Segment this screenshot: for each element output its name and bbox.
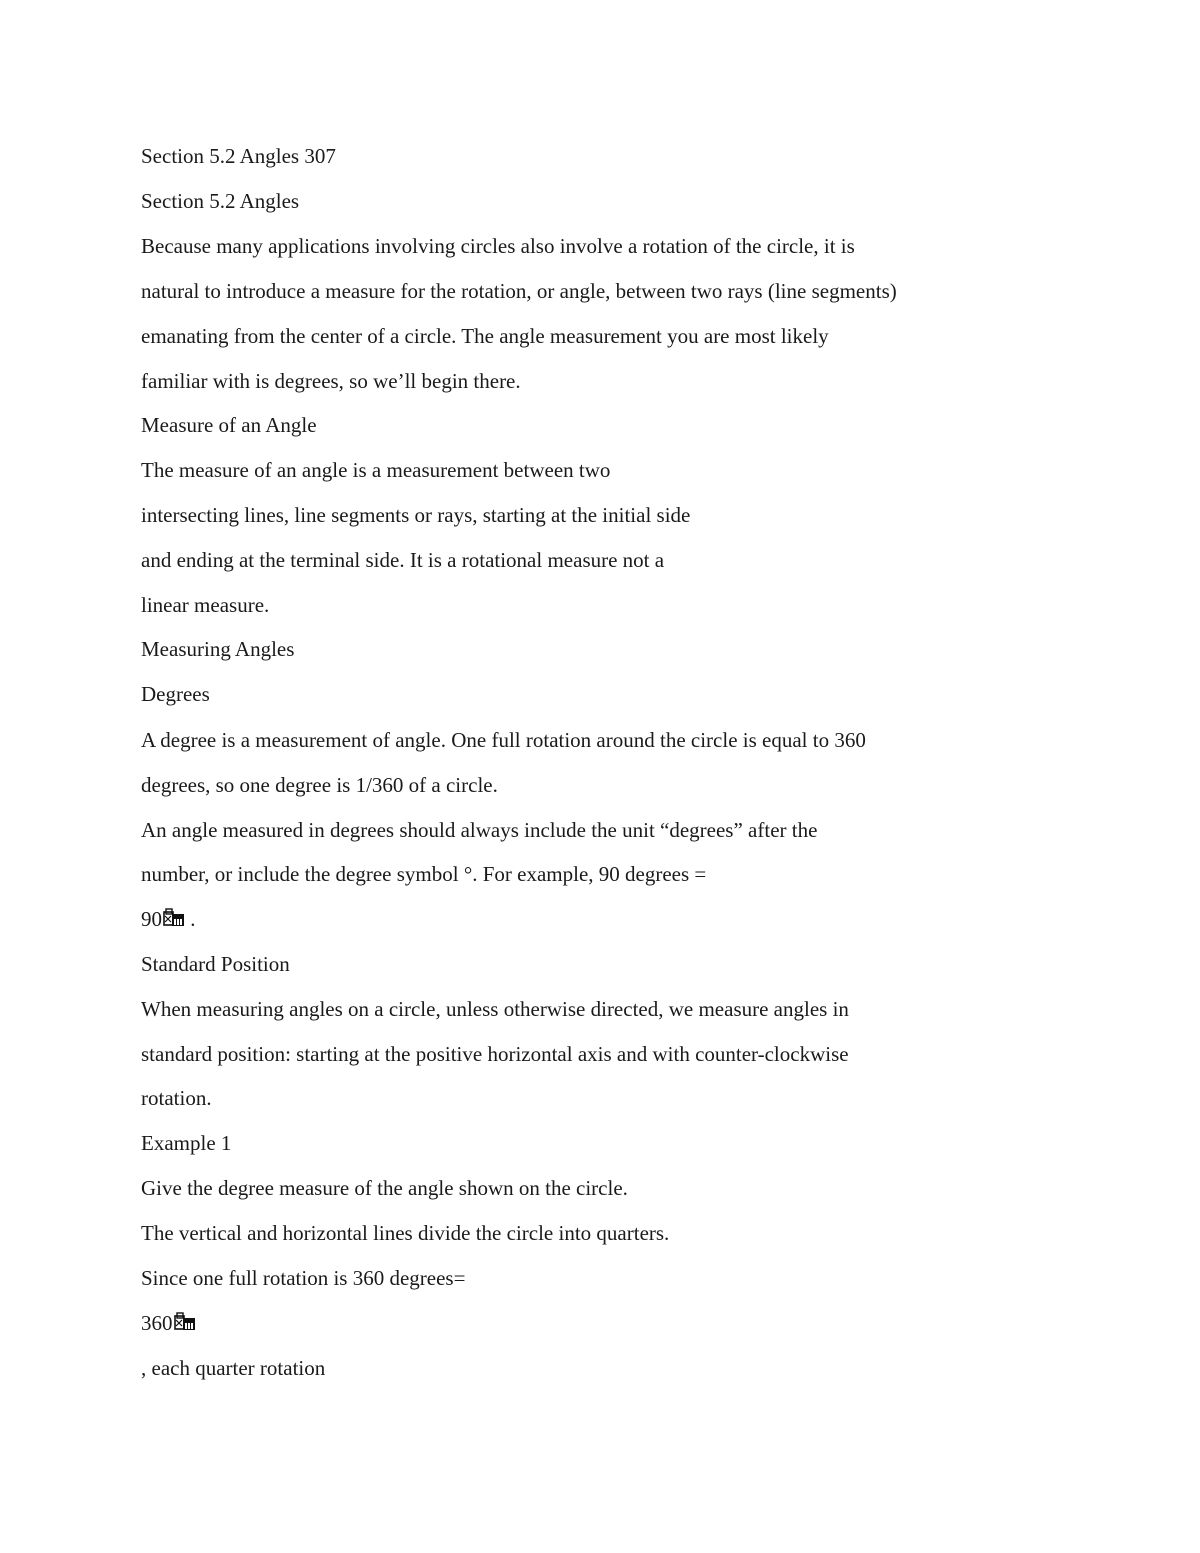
paragraph-line: The vertical and horizontal lines divide the circle into quarters.	[141, 1221, 670, 1245]
paragraph-line: , each quarter rotation	[141, 1356, 326, 1380]
paragraph-line: A degree is a measurement of angle. One full rotation around the circle is equal to 360	[141, 728, 866, 752]
section-title: Section 5.2 Angles	[141, 189, 300, 213]
paragraph-line: and ending at the terminal side. It is a rotational measure not a	[141, 548, 665, 572]
subheading: Degrees	[141, 682, 210, 706]
paragraph-line: natural to introduce a measure for the rotation, or angle, between two rays (line segments)	[141, 279, 897, 303]
broken-equation-image-icon	[174, 1312, 196, 1332]
paragraph-line: degrees, so one degree is 1/360 of a circle.	[141, 773, 498, 797]
subheading: Measure of an Angle	[141, 413, 317, 437]
equation-number: 360	[141, 1311, 173, 1335]
example-heading: Example 1	[141, 1131, 232, 1155]
paragraph-line: intersecting lines, line segments or rays, starting at the initial side	[141, 503, 691, 527]
paragraph-line: The measure of an angle is a measurement between two	[141, 458, 611, 482]
equation-line	[141, 1309, 196, 1337]
equation-number: 90	[141, 907, 162, 931]
subheading: Measuring Angles	[141, 637, 295, 661]
paragraph-line: Give the degree measure of the angle shown on the circle.	[141, 1176, 628, 1200]
broken-equation-image-icon	[163, 908, 185, 928]
paragraph-line: standard position: starting at the positive horizontal axis and with counter-clockwise	[141, 1042, 849, 1066]
paragraph-line: linear measure.	[141, 593, 270, 617]
equation-line	[141, 905, 196, 933]
running-header: Section 5.2 Angles 307	[141, 144, 336, 168]
paragraph-line: emanating from the center of a circle. The angle measurement you are most likely	[141, 324, 829, 348]
equation-suffix: .	[185, 907, 196, 931]
paragraph-line: Because many applications involving circles also involve a rotation of the circle, it is	[141, 234, 855, 258]
paragraph-line: rotation.	[141, 1086, 212, 1110]
paragraph-line: familiar with is degrees, so we’ll begin there.	[141, 369, 521, 393]
paragraph-line: Since one full rotation is 360 degrees=	[141, 1266, 466, 1290]
subheading: Standard Position	[141, 952, 290, 976]
paragraph-line: An angle measured in degrees should always include the unit “degrees” after the	[141, 818, 818, 842]
paragraph-line: number, or include the degree symbol °. For example, 90 degrees =	[141, 862, 707, 886]
paragraph-line: When measuring angles on a circle, unless otherwise directed, we measure angles in	[141, 997, 849, 1021]
